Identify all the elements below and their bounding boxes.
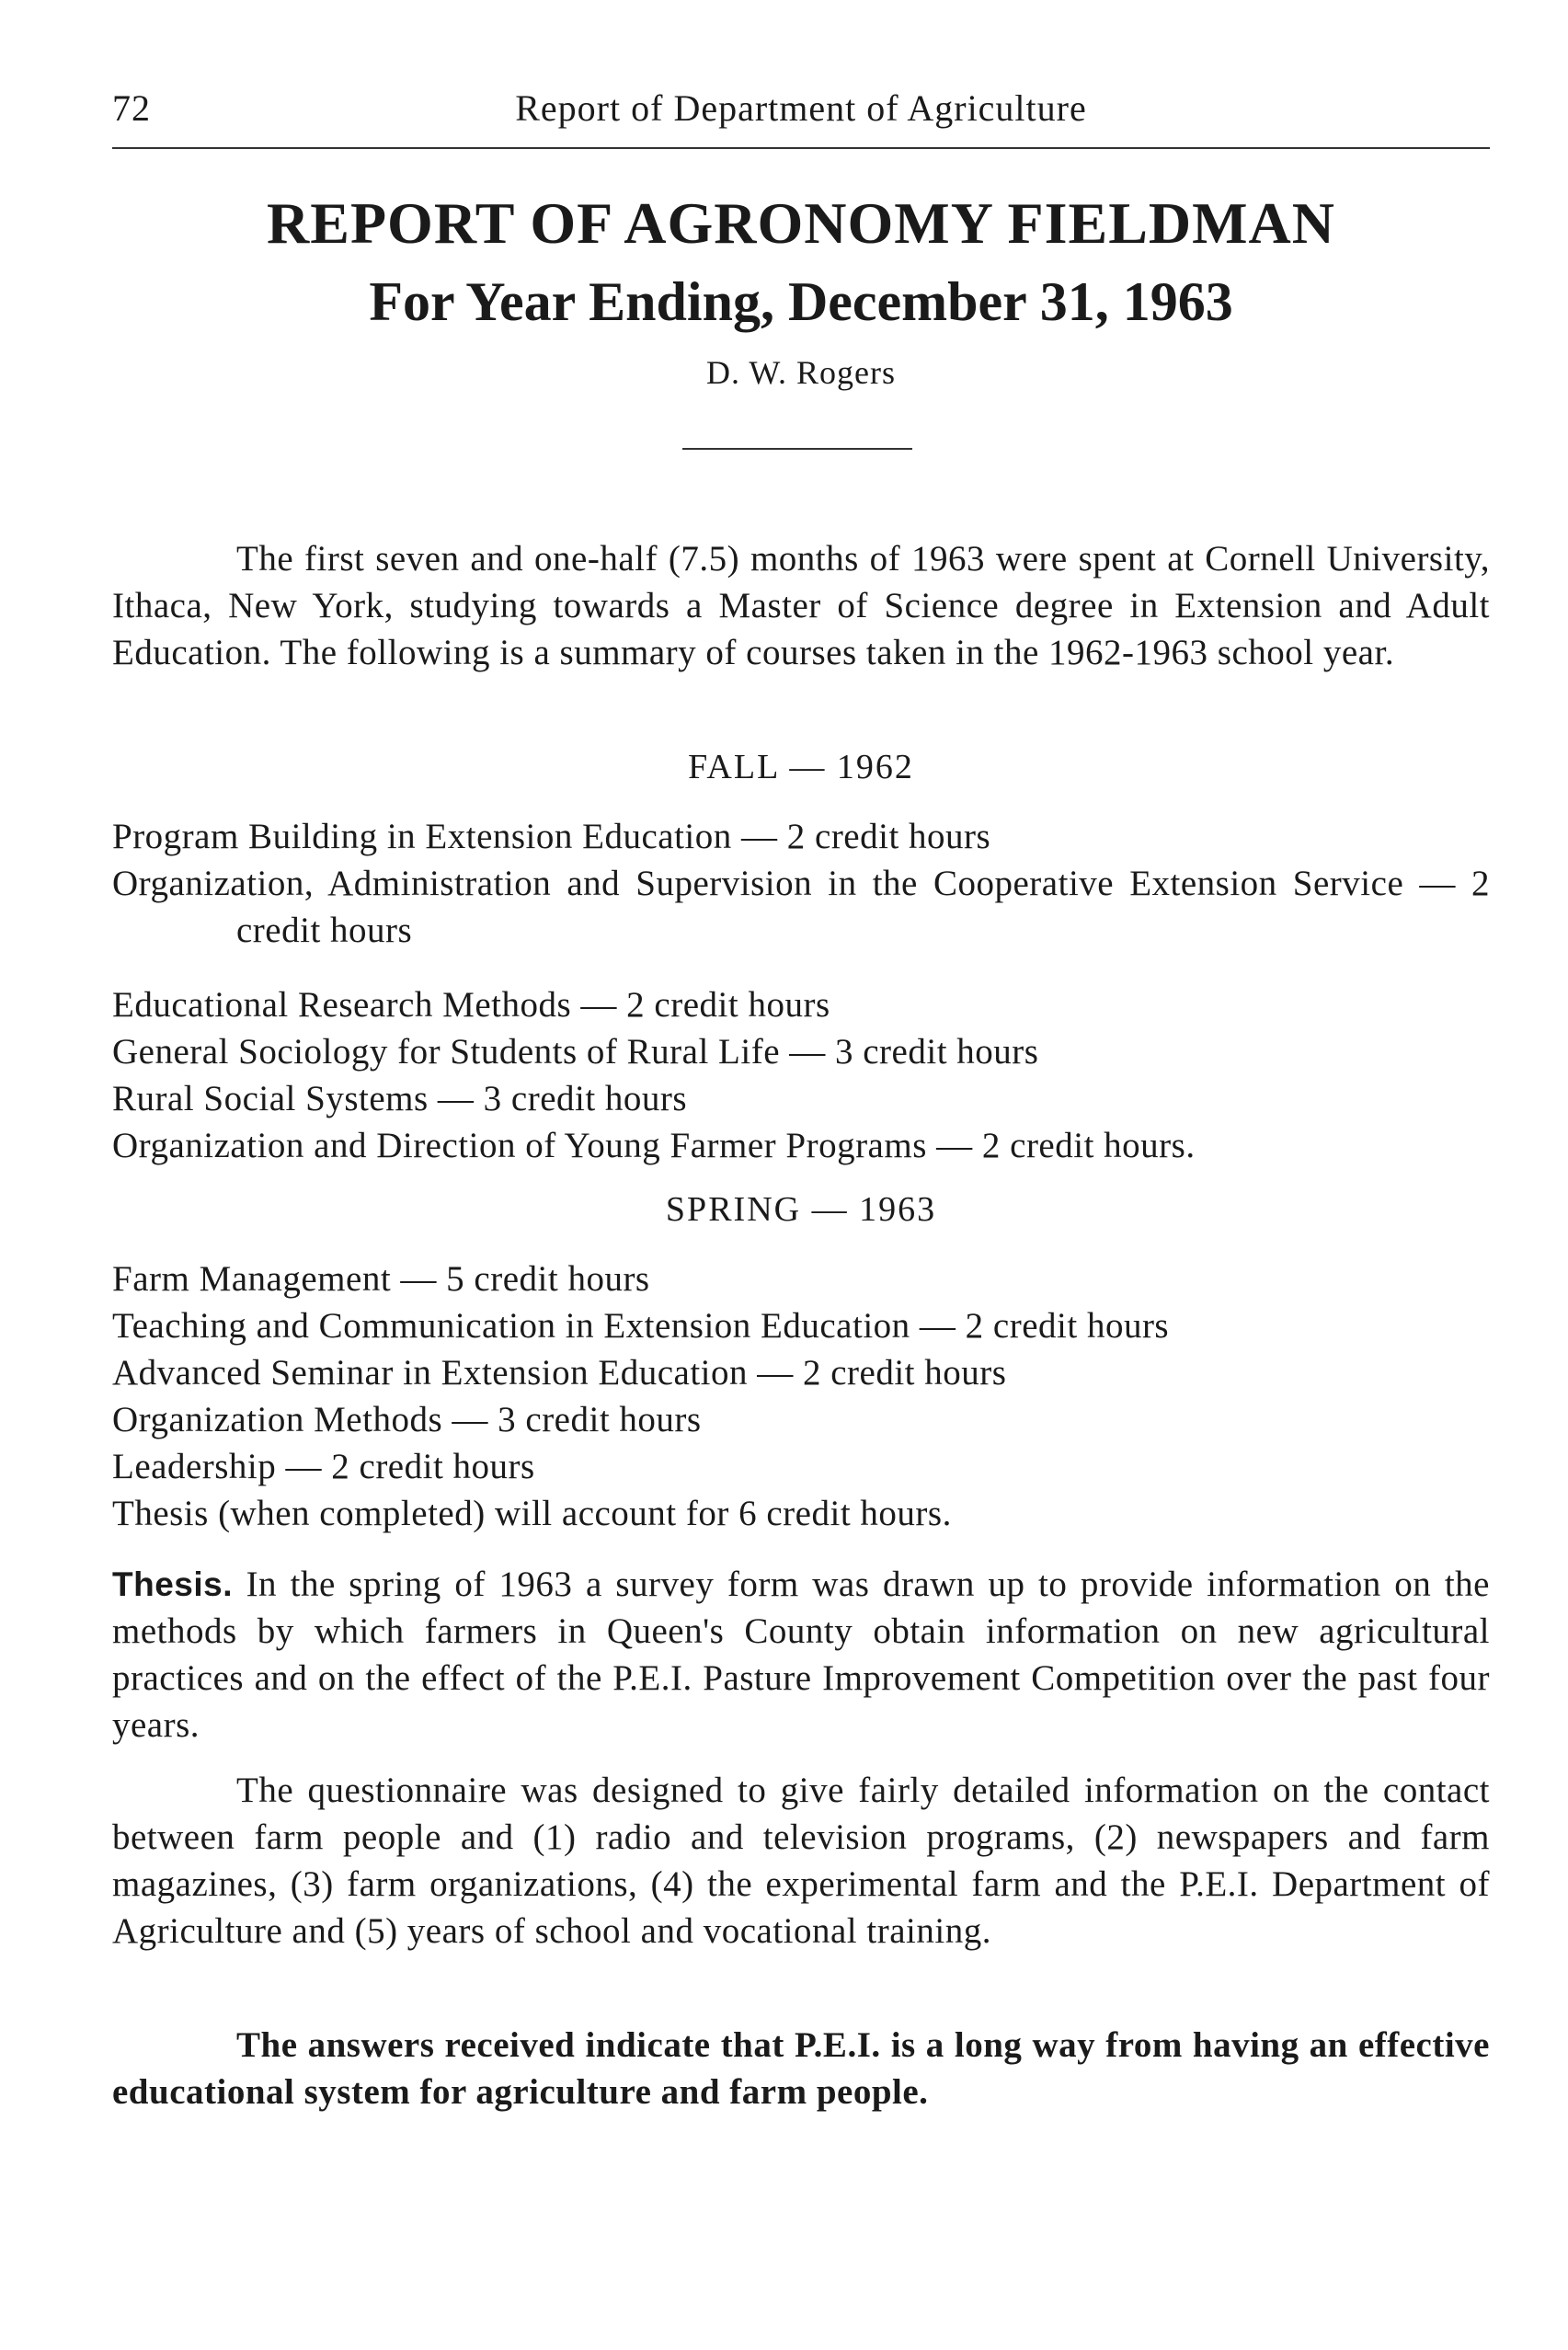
course-item: General Sociology for Students of Rural Life — 3 credit hours [112,1032,1039,1072]
report-title: REPORT OF AGRONOMY FIELDMAN [267,190,1335,256]
course-item: Program Building in Extension Education — 2 credit hours [112,817,991,856]
answers-paragraph: The answers received indicate that P.E.I. is a long way from having an effective educational system for agriculture and farm people. [112,2025,1490,2112]
spring-heading: SPRING — 1963 [665,1190,937,1229]
questionnaire-paragraph: The questionnaire was designed to give fairly detailed information on the contact between farm people and (1) radio and television programs, (2) newspapers and farm magazines, (3) farm organizations, (4) the experimental farm and the P.E.I. Department of Agriculture and (5) years of school and vocational training. [112,1771,1490,1951]
course-item: Rural Social Systems — 3 credit hours [112,1079,688,1118]
thesis-paragraph [112,1561,1490,1748]
course-item: Thesis (when completed) will account for 6 credit hours. [112,1494,952,1533]
course-item: Organization and Direction of Young Farmer Programs — 2 credit hours. [112,1126,1196,1165]
spring-course-list [112,1255,1490,1537]
page-number: 72 [112,87,151,129]
title-divider [682,448,912,450]
course-item: Teaching and Communication in Extension Education — 2 credit hours [112,1306,1170,1346]
fall-heading: FALL — 1962 [688,748,914,786]
intro-paragraph: The first seven and one-half (7.5) months of 1963 were spent at Cornell University, Ithaca, New York, studying towards a Master of Science degree in Extension and Adult Education. The following is a summary of courses taken in the 1962-1963 school year. [112,539,1490,672]
running-header [112,86,1490,142]
author-name: D. W. Rogers [705,354,896,391]
course-item: Advanced Seminar in Extension Education — 2 credit hours [112,1353,1007,1393]
fall-course-list [112,813,1490,954]
running-title: Report of Department of Agriculture [515,87,1087,129]
report-subtitle: For Year Ending, December 31, 1963 [369,271,1233,332]
thesis-text: In the spring of 1963 a survey form was drawn up to provide information on the methods by which farmers in Queen's County obtain information on new agricultural practices and on the effect of the P.E.I. Pasture Improvement Competition over the past four years. [112,1565,1490,1745]
header-rule [112,147,1490,149]
course-item: Farm Management — 5 credit hours [112,1259,650,1299]
thesis-lead: Thesis. [112,1565,233,1603]
course-item: Organization Methods — 3 credit hours [112,1400,702,1439]
fall-course-list-continued [112,981,1490,1169]
course-item: Leadership — 2 credit hours [112,1447,535,1486]
course-item: Educational Research Methods — 2 credit hours [112,985,830,1025]
course-item: Organization, Administration and Supervision in the Cooperative Extension Service — 2 credit hours [112,864,1490,950]
